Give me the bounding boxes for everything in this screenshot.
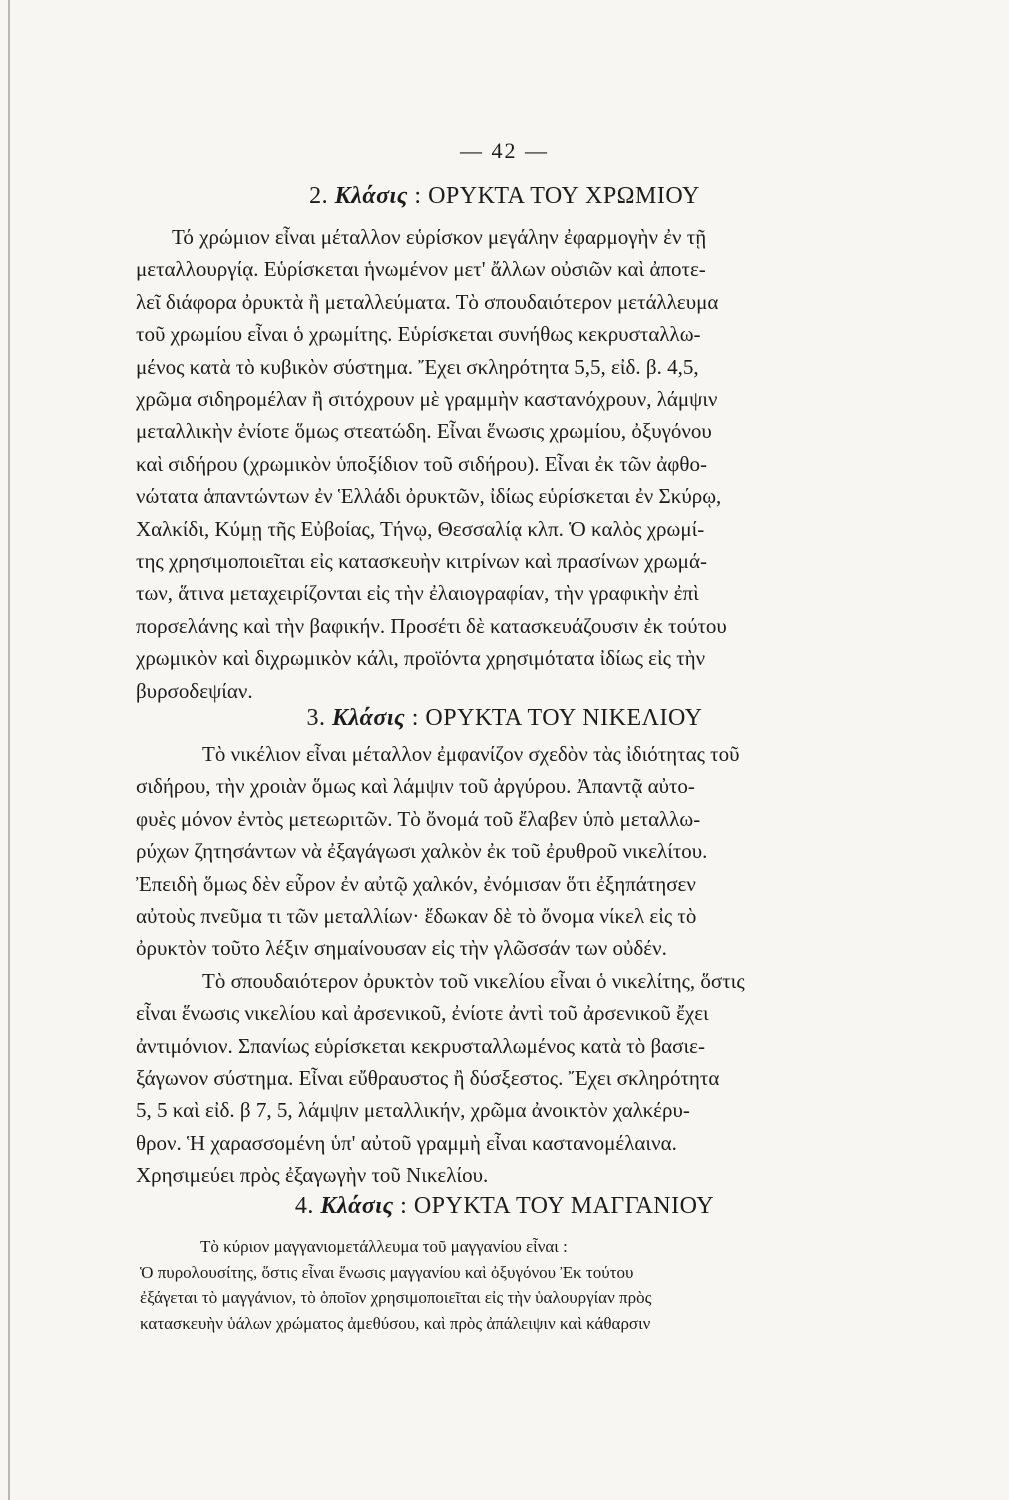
- text-line: χρῶμα σιδηρομέλαν ἢ σιτόχρουν μὲ γραμμὴν καστανόχρουν, λάμψιν: [136, 387, 718, 412]
- text-line: πορσελάνης καὶ τὴν βαφικήν. Προσέτι δὲ κατασκευάζουσιν ἐκ τούτου: [136, 613, 727, 638]
- section-2-class-word: Κλάσις: [334, 183, 408, 209]
- text-line: ὀρυκτὸν τοῦτο λέξιν σημαίνουσαν εἰς τὴν γλῶσσάν των οὐδέν.: [136, 936, 667, 961]
- text-line: εἶναι ἕνωσις νικελίου καὶ ἀρσενικοῦ, ἐνίοτε ἀντὶ τοῦ ἀρσενικοῦ ἔχει: [136, 1001, 709, 1026]
- text-line: ἐξάγεται τὸ μαγγάνιον, τὸ ὁποῖον χρησιμοποιεῖται εἰς τὴν ὑαλουργίαν πρὸς: [140, 1288, 652, 1307]
- section-4-heading: [0, 1193, 1009, 1220]
- text-line: ξάγωνον σύστημα. Εἶναι εὔθραυστος ἢ δύσξεστος. Ἔχει σκληρότητα: [136, 1066, 720, 1091]
- text-line: Χρησιμεύει πρὸς ἐξαγωγὴν τοῦ Νικελίου.: [136, 1163, 489, 1188]
- section-2-heading: [0, 183, 1009, 210]
- text-line: ἀντιμόνιον. Σπανίως εὑρίσκεται κεκρυσταλλωμένος κατὰ τὸ βασιε-: [136, 1033, 705, 1058]
- section-3-heading: [0, 705, 1009, 732]
- section-2-body: [136, 221, 932, 707]
- text-line: Τὸ κύριον μαγγανιομετάλλευμα τοῦ μαγγανίου εἶναι :: [200, 1237, 568, 1256]
- section-4-number: 4.: [294, 1193, 314, 1219]
- text-line: τοῦ χρωμίου εἶναι ὁ χρωμίτης. Εὑρίσκεται συνήθως κεκρυσταλλω-: [136, 322, 701, 347]
- text-line: Τὸ σπουδαιότερον ὀρυκτὸν τοῦ νικελίου εἶναι ὁ νικελίτης, ὅστις: [202, 968, 745, 993]
- text-line: καὶ σιδήρου (χρωμικὸν ὑποξίδιον τοῦ σιδήρου). Εἶναι ἐκ τῶν ἀφθο-: [136, 451, 707, 476]
- section-2-number: 2.: [309, 183, 329, 209]
- section-3-body: [136, 738, 932, 1192]
- text-line: θρον. Ἡ χαρασσομένη ὑπ' αὐτοῦ γραμμὴ εἶναι καστανομέλαινα.: [136, 1130, 677, 1155]
- text-line: νώτατα ἁπαντώντων ἐν Ἑλλάδι ὀρυκτῶν, ἰδίως εὑρίσκεται ἐν Σκύρῳ,: [136, 484, 722, 509]
- text-line: Τό χρώμιον εἶναι μέταλλον εὑρίσκον μεγάλην ἐφαρμογὴν ἐν τῇ: [172, 225, 707, 249]
- text-line: Χαλκίδι, Κύμῃ τῆς Εὐβοίας, Τήνῳ, Θεσσαλίᾳ κλπ. Ὁ καλὸς χρωμί-: [136, 516, 705, 541]
- text-line: της χρησιμοποιεῖται εἰς κατασκευὴν κιτρίνων καὶ πρασίνων χρωμά-: [136, 549, 707, 574]
- text-line: κατασκευὴν ὑάλων χρώματος ἀμεθύσου, καὶ πρὸς ἀπάλειψιν καὶ κάθαρσιν: [140, 1313, 651, 1333]
- text-line: βυρσοδεψίαν.: [136, 678, 253, 703]
- section-2-title: : ΟΡΥΚΤΑ ΤΟΥ ΧΡΩΜΙΟΥ: [414, 183, 700, 209]
- text-line: φυὲς μόνον ἐντὸς μετεωριτῶν. Τὸ ὄνομά τοῦ ἔλαβεν ὑπὸ μεταλλω-: [136, 806, 701, 831]
- text-line: λεῖ διάφορα ὀρυκτὰ ἢ μεταλλεύματα. Τὸ σπουδαιότερον μετάλλευμα: [136, 289, 719, 314]
- text-line: αὐτοὺς πνεῦμα τι τῶν μεταλλίων· ἔδωκαν δὲ τὸ ὄνομα νίκελ εἰς τὸ: [136, 904, 697, 929]
- text-line: μεταλλουργίᾳ. Εὑρίσκεται ἡνωμένον μετ' ἄλλων οὐσιῶν καὶ ἀποτε-: [136, 257, 706, 282]
- text-line: 5, 5 καὶ εἰδ. β 7, 5, λάμψιν μεταλλικήν, χρῶμα ἀνοικτὸν χαλκέρυ-: [136, 1098, 690, 1123]
- text-line: ρύχων ζητησάντων νὰ ἐξαγάγωσι χαλκὸν ἐκ τοῦ ἐρυθροῦ νικελίτου.: [136, 839, 708, 864]
- section-4-body: [140, 1234, 930, 1336]
- text-line: των, ἅτινα μεταχειρίζονται εἰς τὴν ἐλαιογραφίαν, τὴν γραφικὴν ἐπὶ: [136, 581, 699, 606]
- text-line: Ἐπειδὴ ὅμως δὲν εὗρον ἐν αὐτῷ χαλκόν, ἐνόμισαν ὅτι ἐξηπάτησεν: [136, 871, 696, 896]
- page-number: — 42 —: [460, 138, 549, 163]
- text-line: σιδήρου, τὴν χροιὰν ὅμως καὶ λάμψιν τοῦ ἀργύρου. Ἀπαντᾷ αὐτο-: [136, 774, 695, 799]
- text-line: μεταλλικὴν ἐνίοτε ὅμως στεατώδη. Εἶναι ἕνωσις χρωμίου, ὀξυγόνου: [136, 419, 712, 444]
- text-line: χρωμικὸν καὶ διχρωμικὸν κάλι, προϊόντα χρησιμότατα ἰδίως εἰς τὴν: [136, 646, 706, 671]
- section-3-title: : ΟΡΥΚΤΑ ΤΟΥ ΝΙΚΕΛΙΟΥ: [411, 705, 703, 731]
- section-3-number: 3.: [306, 705, 326, 731]
- section-4-class-word: Κλάσις: [320, 1193, 394, 1219]
- page-edge-line: [8, 0, 10, 1500]
- text-line: μένος κατὰ τὸ κυβικὸν σύστημα. Ἔχει σκληρότητα 5,5, εἰδ. β. 4,5,: [136, 354, 699, 379]
- text-line: Τὸ νικέλιον εἶναι μέταλλον ἐμφανίζον σχεδὸν τὰς ἰδιότητας τοῦ: [202, 742, 740, 766]
- section-4-title: : ΟΡΥΚΤΑ ΤΟΥ ΜΑΓΓΑΝΙΟΥ: [400, 1193, 715, 1219]
- text-line: Ὁ πυρολουσίτης, ὅστις εἶναι ἕνωσις μαγγανίου καὶ ὀξυγόνου Ἐκ τούτου: [140, 1262, 634, 1282]
- section-3-class-word: Κλάσις: [331, 705, 406, 731]
